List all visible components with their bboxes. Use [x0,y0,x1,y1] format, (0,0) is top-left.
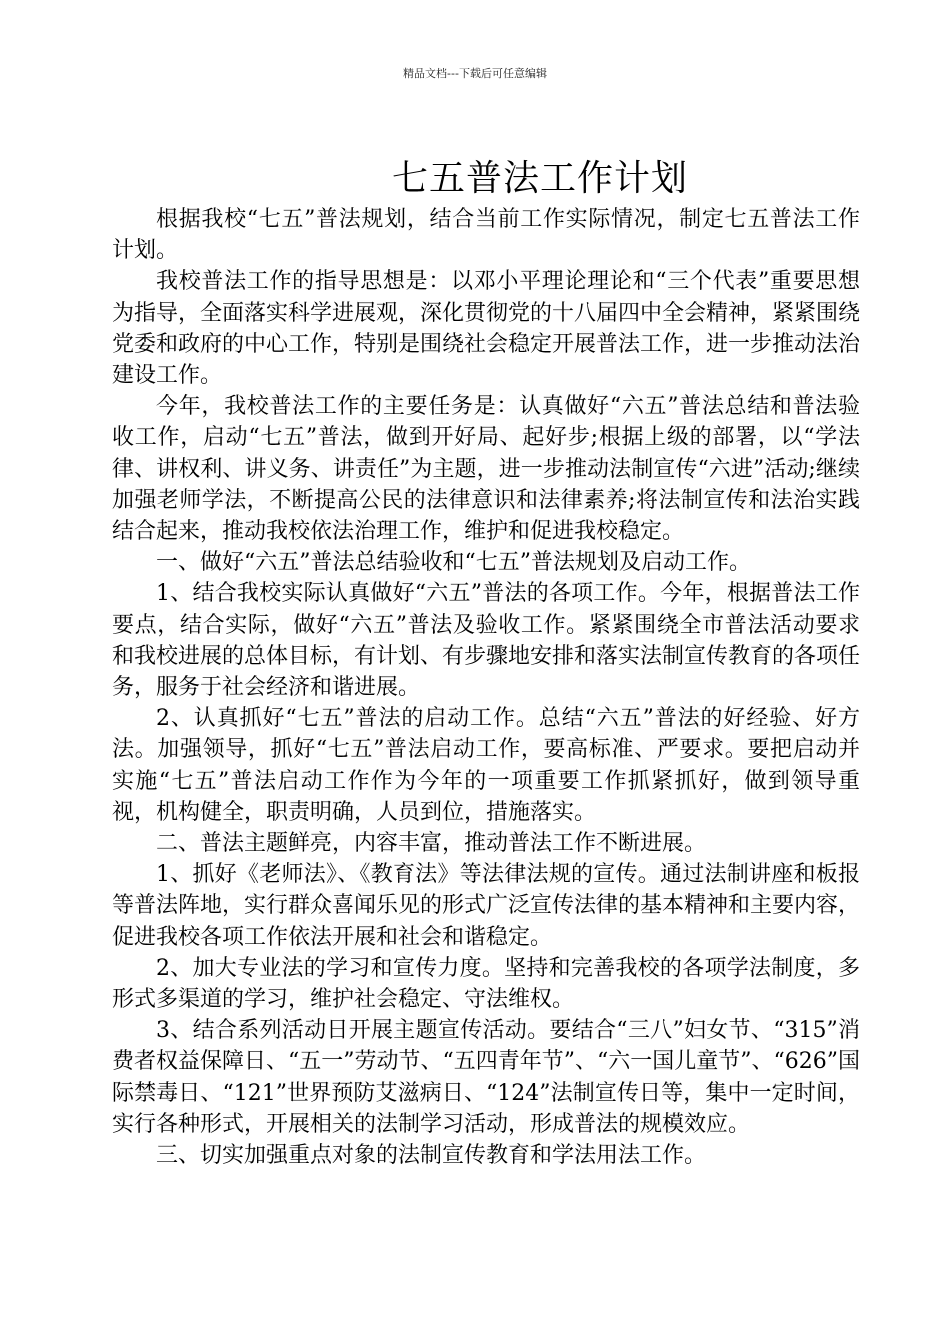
section-heading-2: 二、普法主题鲜亮，内容丰富，推动普法工作不断进展。 [156,831,707,857]
document-title: 七五普法工作计划 [391,158,688,199]
section-heading-3: 三、切实加强重点对象的法制宣传教育和学法用法工作。 [156,1143,707,1169]
section-heading-1: 一、做好“六五”普法总结验收和“七五”普法规划及启动工作。 [156,550,751,576]
paragraph-item-1-1: 1、结合我校实际认真做好“六五”普法的各项工作。今年，根据普法工作要点，结合实际，做好“六五”普法及验收工作。紧紧围绕全市普法活动要求和我校进展的总体目标，有计划、有步骤地安排和落实法制宣传教育的各项任务，服务于社会经济和谐进展。 [112,581,861,701]
page-header-note: 精品文档---下载后可任意编辑 [403,67,547,80]
paragraph-item-2-3: 3、结合系列活动日开展主题宣传活动。要结合“三八”妇女节、“315”消费者权益保障日、“五一”劳动节、“五四青年节”、“六一国儿童节”、“626”国际禁毒日、“121”世界预防艾滋病日、“124”法制宣传日等，集中一定时间，实行各种形式，开展相关的法制学习活动，形成普法的规模效应。 [112,1018,860,1137]
paragraph-intro: 根据我校“七五”普法规划，结合当前工作实际情况，制定七五普法工作计划。 [112,207,860,264]
paragraph-item-2-1: 1、抓好《老师法》、《教育法》等法律法规的宣传。通过法制讲座和板报等普法阵地，实行群众喜闻乐见的形式广泛宣传法律的基本精神和主要内容，促进我校各项工作依法开展和社会和谐稳定。 [112,862,861,950]
paragraph-main-tasks: 今年，我校普法工作的主要任务是：认真做好“六五”普法总结和普法验收工作，启动“七五”普法，做到开好局、起好步;根据上级的部署，以“学法律、讲权利、讲义务、讲责任”为主题，进一步推动法制宣传“六进”活动;继续加强老师学法，不断提高公民的法律意识和法律素养;将法制宣传和法治实践结合起来，推动我校依法治理工作，维护和促进我校稳定。 [112,394,860,545]
document-body [112,204,860,1171]
paragraph-item-1-2: 2、认真抓好“七五”普法的启动工作。总结“六五”普法的好经验、好方法。加强领导，抓好“七五”普法启动工作，要高标准、严要求。要把启动并实施“七五”普法启动工作作为今年的一项重要工作抓紧抓好，做到领导重视，机构健全，职责明确，人员到位，措施落实。 [112,706,860,825]
paragraph-item-2-2: 2、加大专业法的学习和宣传力度。坚持和完善我校的各项学法制度，多形式多渠道的学习，维护社会稳定、守法维权。 [112,955,860,1013]
paragraph-guiding-thought: 我校普法工作的指导思想是：以邓小平理论理论和“三个代表”重要思想为指导，全面落实科学进展观，深化贯彻党的十八届四中全会精神，紧紧围绕党委和政府的中心工作，特别是围绕社会稳定开展普法工作，进一步推动法治建设工作。 [112,269,861,389]
